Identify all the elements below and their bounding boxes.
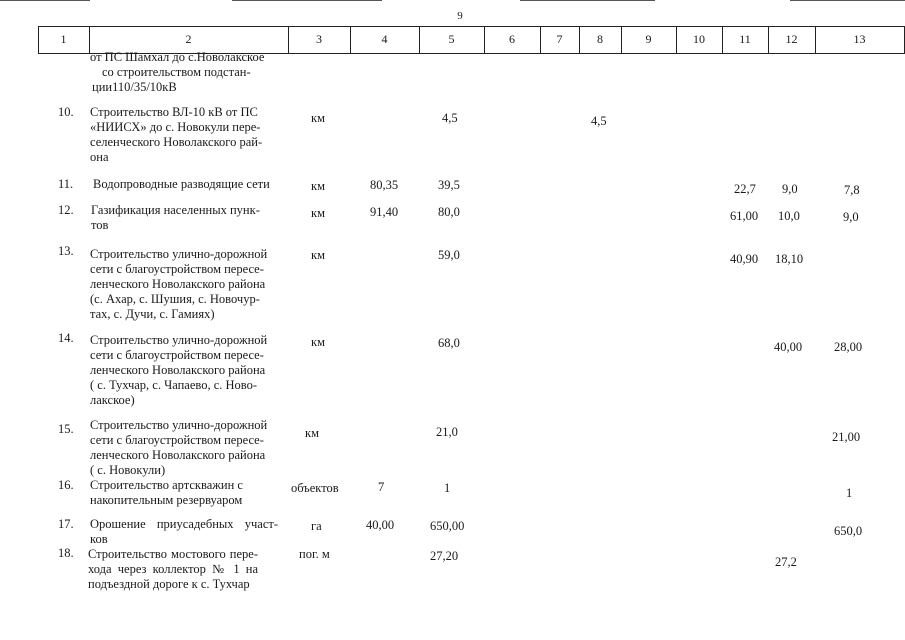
unit-cell: объектов	[291, 481, 339, 495]
column-header: 4	[381, 32, 388, 46]
column-header: 6	[509, 32, 515, 46]
row-name-line: тов	[91, 218, 109, 232]
unit-cell: га	[311, 519, 322, 533]
row-name-line: со строительством подстан-	[102, 65, 251, 79]
row-name-line: она	[90, 150, 109, 164]
value-cell: 27,20	[430, 549, 459, 563]
row-number: 16.	[58, 478, 74, 492]
value-cell: 39,5	[438, 178, 460, 192]
value-cell: 40,00	[366, 518, 395, 532]
row-name-line: тах, с. Дучи, с. Гамиях)	[90, 307, 215, 321]
row-name-line: Строительство улично-дорожной	[90, 333, 268, 347]
value-cell: 21,00	[832, 430, 861, 444]
row-name-line: лакское)	[90, 393, 135, 407]
top-edge-mark	[790, 0, 905, 1]
row-name-line: Строительство улично-дорожной	[90, 247, 268, 261]
unit-cell: км	[311, 248, 325, 262]
row-number: 10.	[58, 105, 74, 119]
row-name	[90, 517, 278, 547]
row-name-line: ленческого Новолакского района	[90, 277, 266, 291]
column-header: 9	[645, 32, 652, 46]
value-cell: 4,5	[591, 114, 607, 128]
top-edge-mark	[0, 0, 90, 1]
row-name-line: сети с благоустройством пересе-	[90, 348, 264, 362]
value-cell: 1	[846, 486, 853, 500]
unit-cell: км	[311, 111, 325, 125]
value-cell: 9,0	[782, 182, 798, 196]
value-cell: 10,0	[778, 209, 800, 223]
column-header: 5	[448, 32, 455, 46]
column-header: 8	[597, 32, 603, 46]
row-name-line: сети с благоустройством пересе-	[90, 262, 264, 276]
row-name-line: Водопроводные разводящие сети	[93, 177, 270, 191]
column-header: 13	[853, 32, 866, 46]
row-name-line: (с. Ахар, с. Шушия, с. Новочур-	[90, 292, 260, 306]
row-name	[88, 547, 258, 592]
row-name	[90, 50, 286, 95]
value-cell: 27,2	[775, 555, 797, 569]
value-cell: 9,0	[843, 210, 859, 224]
unit-cell: км	[311, 206, 325, 220]
row-number: 13.	[58, 244, 74, 258]
value-cell: 80,0	[438, 205, 460, 219]
row-name-line: ленческого Новолакского района	[90, 363, 266, 377]
page-number: 9	[457, 10, 463, 22]
column-header: 7	[556, 32, 563, 46]
row-name-line: Орошение приусадебных участ-	[90, 517, 278, 531]
top-edge-mark	[232, 0, 382, 1]
row-name-line: Строительство мостового пере-	[88, 547, 258, 561]
row-number: 18.	[58, 546, 74, 560]
value-cell: 61,00	[730, 209, 759, 223]
value-cell: 650,0	[834, 524, 863, 538]
row-name-line: накопительным резервуаром	[90, 493, 243, 507]
row-name-line: Строительство артскважин с	[90, 478, 243, 492]
row-name	[93, 177, 289, 192]
row-name	[90, 105, 286, 165]
value-cell: 28,00	[834, 340, 863, 354]
unit-cell: км	[311, 335, 325, 349]
row-number: 11.	[58, 177, 74, 191]
row-name	[91, 203, 287, 233]
value-cell: 18,10	[775, 252, 804, 266]
value-cell: 80,35	[370, 178, 399, 192]
row-name-line: Строительство ВЛ-10 кВ от ПС	[90, 105, 258, 119]
row-number: 12.	[58, 203, 74, 217]
row-number: 14.	[58, 331, 74, 345]
row-name	[90, 247, 286, 322]
unit-cell: км	[305, 426, 319, 440]
value-cell: 40,00	[774, 340, 803, 354]
unit-cell: пог. м	[299, 547, 330, 561]
value-cell: 40,90	[730, 252, 759, 266]
value-cell: 7,8	[844, 183, 860, 197]
row-name	[90, 418, 286, 478]
column-header: 11	[739, 32, 751, 46]
column-header: 2	[185, 32, 192, 46]
row-name-line: подъездной дороге к с. Тухчар	[88, 577, 250, 591]
column-header: 12	[785, 32, 798, 46]
row-name-line: от ПС Шамхал до с.Новолакское	[90, 50, 265, 64]
row-name-line: сети с благоустройством пересе-	[90, 433, 264, 447]
row-name	[90, 478, 286, 508]
column-header: 3	[316, 32, 322, 46]
value-cell: 650,00	[430, 519, 465, 533]
row-name-line: Газификация населенных пунк-	[91, 203, 260, 217]
row-name-line: хода через коллектор № 1 на	[88, 562, 258, 576]
value-cell: 68,0	[438, 336, 460, 350]
row-name-line: ции110/35/10кВ	[92, 80, 177, 94]
top-edge-mark	[520, 0, 655, 1]
value-cell: 22,7	[734, 182, 756, 196]
row-name-line: ков	[90, 532, 108, 546]
row-name	[90, 333, 286, 408]
value-cell: 7	[378, 480, 385, 494]
value-cell: 59,0	[438, 248, 460, 262]
value-cell: 21,0	[436, 425, 458, 439]
value-cell: 4,5	[442, 111, 458, 125]
row-name-line: ленческого Новолакского района	[90, 448, 266, 462]
value-cell: 91,40	[370, 205, 399, 219]
row-name-line: селенческого Новолакского рай-	[90, 135, 263, 149]
row-name-line: ( с. Тухчар, с. Чапаево, с. Ново-	[90, 378, 258, 392]
row-name-line: Строительство улично-дорожной	[90, 418, 268, 432]
column-header: 1	[60, 32, 67, 46]
header-top-border	[38, 26, 904, 27]
column-header: 10	[693, 32, 705, 46]
unit-cell: км	[311, 179, 325, 193]
row-number: 17.	[58, 517, 74, 531]
row-name-line: «НИИСХ» до с. Новокули пере-	[90, 120, 261, 134]
row-number: 15.	[58, 422, 74, 436]
row-name-line: ( с. Новокули)	[90, 463, 166, 477]
value-cell: 1	[444, 481, 451, 495]
